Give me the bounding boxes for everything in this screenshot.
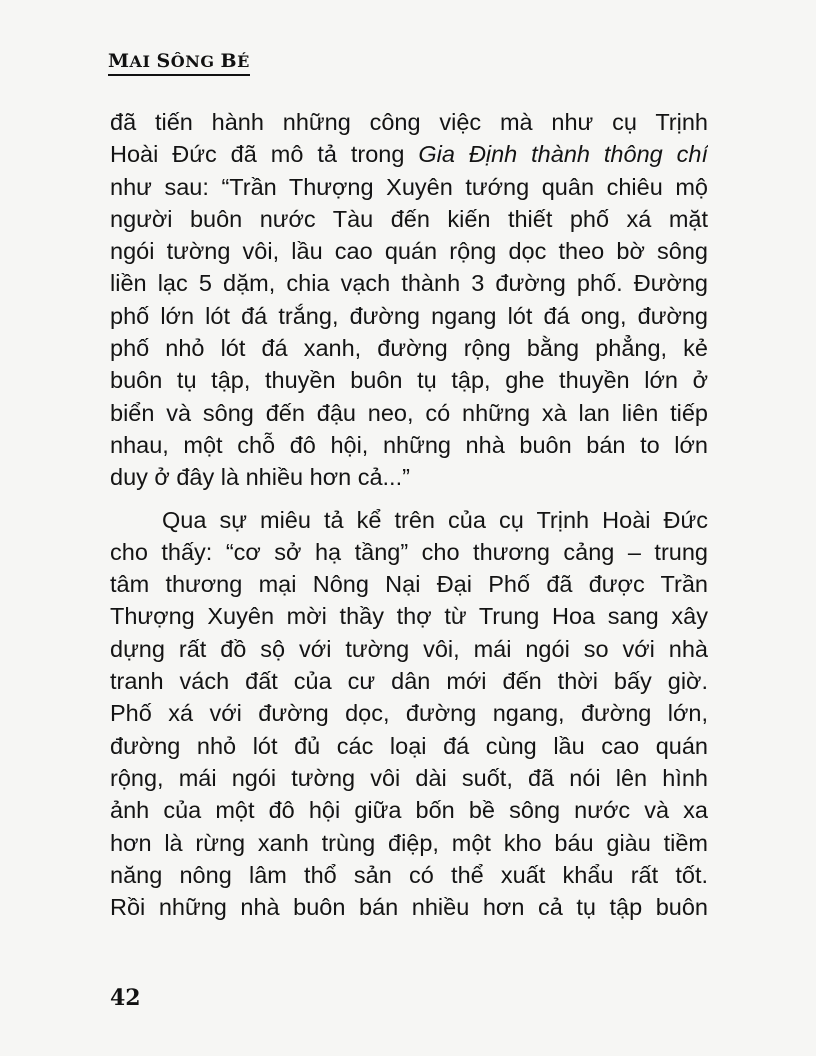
paragraph-line: như sau: “Trần Thượng Xuyên tướng quân chiêu mộ <box>110 173 708 200</box>
running-head-initial-b: B <box>220 50 238 72</box>
paragraph-line: Rồi những nhà buôn bán nhiều hơn cả tụ tập buôn <box>110 894 708 921</box>
paragraph-line: nhau, một chỗ đô hội, những nhà buôn bán to lớn <box>110 431 708 458</box>
paragraph-line: duy ở đây là nhiều hơn cả...” <box>110 464 410 491</box>
paragraph-line: năng nông lâm thổ sản có thể xuất khẩu rất tốt. <box>110 861 708 888</box>
paragraph-line: Phố xá với đường dọc, đường ngang, đường lớn, <box>110 700 708 727</box>
running-head-rule <box>108 74 250 76</box>
paragraph-2 <box>110 504 708 924</box>
paragraph-gap <box>110 494 708 504</box>
paragraph-line: ngói tường vôi, lầu cao quán rộng dọc theo bờ sông <box>110 238 708 265</box>
book-title: Gia Định thành thông chí <box>418 141 708 168</box>
running-head-rest-m: AI <box>129 52 157 71</box>
paragraph-line: rộng, mái ngói tường vôi dài suốt, đã nói lên hình <box>110 764 708 791</box>
paragraph-line: phố nhỏ lót đá xanh, đường rộng bằng phẳng, kẻ <box>110 335 708 362</box>
paragraph-line: Qua sự miêu tả kể trên của cụ Trịnh Hoài Đức <box>162 506 708 533</box>
paragraph-line: phố lớn lót đá trắng, đường ngang lót đá ong, đường <box>110 302 708 329</box>
paragraph-line: ảnh của một đô hội giữa bốn bề sông nước và xa <box>110 797 708 824</box>
paragraph-line: tranh vách đất của cư dân mới đến thời bấy giờ. <box>110 668 708 695</box>
paragraph-line: biển và sông đến đậu neo, có những xà lan liên tiếp <box>110 399 708 426</box>
running-head-initial-m: M <box>108 50 130 72</box>
paragraph-line: tâm thương mại Nông Nại Đại Phố đã được Trần <box>110 571 708 598</box>
paragraph-line: liền lạc 5 dặm, chia vạch thành 3 đường phố. Đường <box>110 270 708 297</box>
paragraph-line: cho thấy: “cơ sở hạ tầng” cho thương cảng – trung <box>110 538 708 565</box>
paragraph-1 <box>110 106 708 494</box>
paragraph-line <box>110 138 708 170</box>
page-number: 42 <box>110 985 141 1011</box>
running-head-rest-b: É <box>237 52 250 71</box>
paragraph-line: đường nhỏ lót đủ các loại đá cùng lầu cao quán <box>110 732 708 759</box>
running-head-rest-s: ÔNG <box>170 52 221 71</box>
paragraph-line: hơn là rừng xanh trùng điệp, một kho báu giàu tiềm <box>110 829 708 856</box>
running-head-initial-s: S <box>156 50 171 72</box>
paragraph-line: người buôn nước Tàu đến kiến thiết phố xá mặt <box>110 205 708 232</box>
paragraph-line: Thượng Xuyên mời thầy thợ từ Trung Hoa sang xây <box>110 603 708 630</box>
paragraph-line: buôn tụ tập, thuyền buôn tụ tập, ghe thuyền lớn ở <box>110 367 708 394</box>
running-head <box>108 50 250 72</box>
body-text <box>110 106 708 923</box>
paragraph-line: đã tiến hành những công việc mà như cụ Trịnh <box>110 109 708 135</box>
line-text: Hoài Đức đã mô tả trong <box>110 141 419 168</box>
paragraph-line: dựng rất đồ sộ với tường vôi, mái ngói so với nhà <box>110 635 708 662</box>
